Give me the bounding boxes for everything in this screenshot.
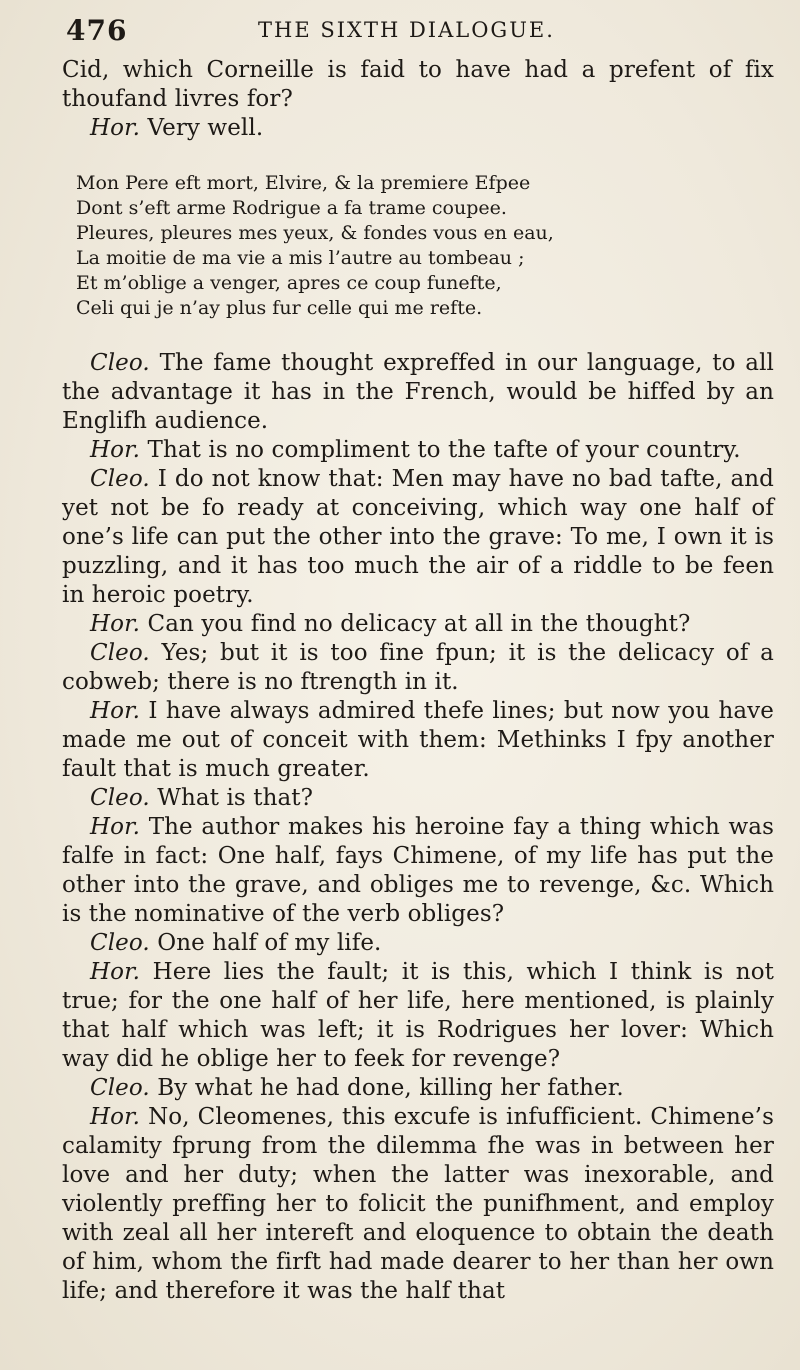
speech-text: I have always admired thefe lines; but now you have made me out of conceit with them: Methinks I fpy another fault that is much greater. bbox=[62, 698, 774, 782]
dialogue-paragraph bbox=[62, 436, 774, 465]
speech-text: I do not know that: Men may have no bad tafte, and yet not be fo ready at conceiving, which way one half of one’s life can put the other into the grave: To me, I own it is puzzling, and it has too much the air of a riddle to be feen in heroic poetry. bbox=[62, 466, 774, 608]
page-header bbox=[66, 8, 756, 48]
speaker-label: Hor. bbox=[90, 814, 141, 840]
speaker-label: Hor. bbox=[90, 437, 141, 463]
speech-text: Yes; but it is too fine fpun; it is the delicacy of a cobweb; there is no ftrength in it. bbox=[62, 640, 774, 695]
speech-text: Can you find no delicacy at all in the thought? bbox=[140, 611, 691, 637]
dialogue-paragraph bbox=[62, 958, 774, 1074]
speech-text: By what he had done, killing her father. bbox=[149, 1075, 624, 1101]
verse-line: Dont s’eft arme Rodrigue a fa trame coupee. bbox=[76, 197, 507, 219]
verse-line: Mon Pere eft mort, Elvire, & la premiere Efpee bbox=[76, 172, 531, 194]
speaker-label: Cleo. bbox=[90, 785, 150, 811]
speech-text: The author makes his heroine fay a thing which was falfe in fact: One half, fays Chimene, of my life has put the other into the grave, and obliges me to revenge, &c. Which is the nominative of the verb obliges? bbox=[62, 814, 774, 927]
speaker-label: Cleo. bbox=[90, 1075, 150, 1101]
speech-text: What is that? bbox=[149, 785, 314, 811]
dialogue-paragraph bbox=[62, 1103, 774, 1306]
french-verse-quotation bbox=[62, 171, 774, 321]
dialogue-paragraph bbox=[62, 697, 774, 784]
page-number: 476 bbox=[66, 14, 128, 47]
paragraph-text: Cid, which Corneille is faid to have had a prefent of fix thoufand livres for? bbox=[62, 57, 774, 112]
speaker-label: Cleo. bbox=[90, 466, 150, 492]
verse-line: Pleures, pleures mes yeux, & fondes vous en eau, bbox=[76, 222, 554, 244]
speech-text: That is no compliment to the tafte of your country. bbox=[140, 437, 741, 463]
page-body bbox=[62, 56, 774, 1306]
verse-line: Celi qui je n’ay plus fur celle qui me refte. bbox=[76, 297, 483, 319]
dialogue-paragraph bbox=[62, 639, 774, 697]
dialogue-paragraph bbox=[62, 610, 774, 639]
speech-text: One half of my life. bbox=[149, 930, 382, 956]
speaker-label: Hor. bbox=[90, 115, 141, 141]
speaker-label: Cleo. bbox=[90, 930, 150, 956]
verse-line: Et m’oblige a venger, apres ce coup funefte, bbox=[76, 272, 502, 294]
speaker-label: Cleo. bbox=[90, 350, 150, 376]
speech-text: Very well. bbox=[140, 115, 264, 141]
speaker-label: Hor. bbox=[90, 959, 141, 985]
speech-text: The fame thought expreffed in our language, to all the advantage it has in the French, would be hiffed by an Englifh audience. bbox=[62, 350, 774, 434]
dialogue-paragraph bbox=[62, 813, 774, 929]
running-head: THE SIXTH DIALOGUE. bbox=[258, 18, 555, 42]
dialogue-paragraph bbox=[62, 349, 774, 436]
speaker-label: Hor. bbox=[90, 611, 141, 637]
dialogue-paragraph bbox=[62, 114, 774, 143]
speaker-label: Cleo. bbox=[90, 640, 150, 666]
speech-text: No, Cleomenes, this excufe is infufficient. Chimene’s calamity fprung from the dilemma fhe was in between her love and her duty; when the latter was inexorable, and violently preffing her to folicit the punifhment, and employ with zeal all her intereft and eloquence to obtain the death of him, whom the firft had made dearer to her than her own life; and therefore it was the half that bbox=[62, 1104, 774, 1304]
dialogue-paragraph bbox=[62, 465, 774, 610]
speech-text: Here lies the fault; it is this, which I think is not true; for the one half of her life, here mentioned, is plainly that half which was left; it is Rodrigues her lover: Which way did he oblige her to feek for revenge? bbox=[62, 959, 774, 1072]
dialogue-paragraph bbox=[62, 929, 774, 958]
speaker-label: Hor. bbox=[90, 698, 141, 724]
dialogue-paragraph bbox=[62, 1074, 774, 1103]
dialogue-paragraph bbox=[62, 784, 774, 813]
speaker-label: Hor. bbox=[90, 1104, 141, 1130]
opening-paragraph bbox=[62, 56, 774, 114]
verse-line: La moitie de ma vie a mis l’autre au tombeau ; bbox=[76, 247, 525, 269]
